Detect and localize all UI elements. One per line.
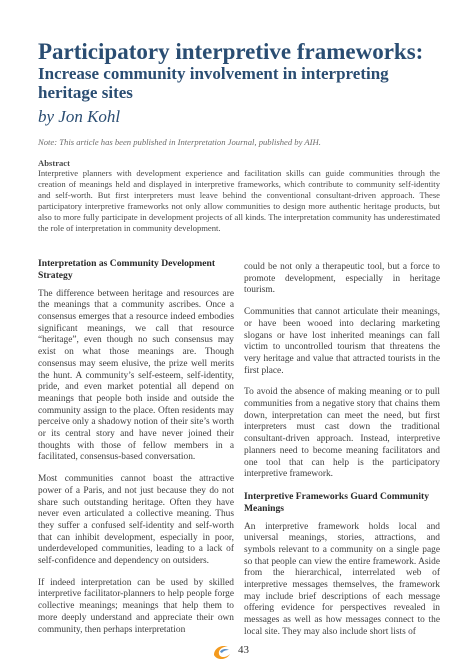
body-paragraph: If indeed interpretation can be used by skilled interpretive facilitator-planners to help people forge collective meanings; meanings that help them to more deeply understand and appreciate their own community, then perhaps interpretation xyxy=(38,577,234,635)
left-column xyxy=(38,258,234,646)
body-paragraph: could be not only a therapeutic tool, but a force to promote development, especially in heritage tourism. xyxy=(244,262,440,296)
article-author: by Jon Kohl xyxy=(38,107,121,126)
swirl-logo-icon xyxy=(211,640,235,662)
article-subtitle: Increase community involvement in interpreting heritage sites xyxy=(38,64,389,102)
body-paragraph: To avoid the absence of making meaning or to pull communities from a negative story that chains them down, interpretation can meet the need, but first interpreters must cast down the traditional consultant-driven approach. Instead, interpretive planners need to become meaning facilitators and one tool that can help is the participatory interpretive framework. xyxy=(244,387,440,480)
body-paragraph: Most communities cannot boast the attractive power of a Paris, and not just because they do not share such outstanding heritage. Often they have never even articulated a collective meaning. Thus they suffer a confused self-identity and self-worth that can inhibit development, especially in poor, underdeveloped communities, leading to a lack of self-confidence and dependency on outsiders. xyxy=(38,474,234,567)
section-heading-community-development: Interpretation as Community Development Strategy xyxy=(38,258,216,281)
abstract-heading: Abstract xyxy=(38,158,70,168)
right-column xyxy=(244,262,440,649)
article-title: Participatory interpretive frameworks: xyxy=(38,39,424,64)
page-number: 43 xyxy=(238,644,249,656)
section-heading-frameworks: Interpretive Frameworks Guard Community Meanings xyxy=(244,490,430,514)
body-paragraph: Communities that cannot articulate their meanings, or have been wooed into declaring marketing slogans or have lost inherited meanings can fall victim to uncontrolled tourism that threatens the very heritage and value that attracted tourists in the first place. xyxy=(244,307,440,376)
body-paragraph: An interpretive framework holds local and universal meanings, stories, attractions, and symbols relevant to a community on a single page so that people can view the entire framework. Aside from the hierarchical, interrelated web of interpretive messages themselves, the framework may include brief descriptions of each message offering evidence for perspectives revealed in messages as well as how messages connect to the local site. They may also include short lists of xyxy=(244,521,440,637)
abstract-body: Interpretive planners with development experience and facilitation skills can guide communities through the creation of meanings held and displayed in interpretive frameworks, which contribute to community self-identity and self-worth. But first interpreters must leave behind the conventional consultant-driven approach. These participatory interpretive frameworks not only allow communities to design more authentic heritage products, but also to more fully participate in development projects of all kinds. The interpretation community has underestimated the role of interpretation in community development. xyxy=(38,168,440,234)
page-footer xyxy=(0,640,474,664)
publication-note: Note: This article has been published in Interpretation Journal, published by AIH. xyxy=(38,137,321,147)
body-paragraph: The difference between heritage and resources are the meanings that a community ascribes. Once a consensus emerges that a resource indeed embodies significant meanings, we call that resource “heritage”, even though no such consensus may exist on what those meanings are. Though consensus may seem elusive, the prize well merits the hunt. A community’s self-esteem, self-identity, pride, and even market potential all depend on meanings that people both inside and outside the community assign to the place. Often residents may perceive only a shadowy notion of their site’s worth or its central story and have never joined their thoughts with those of fellow members in a facilitated, consensus-based conversation. xyxy=(38,288,234,463)
